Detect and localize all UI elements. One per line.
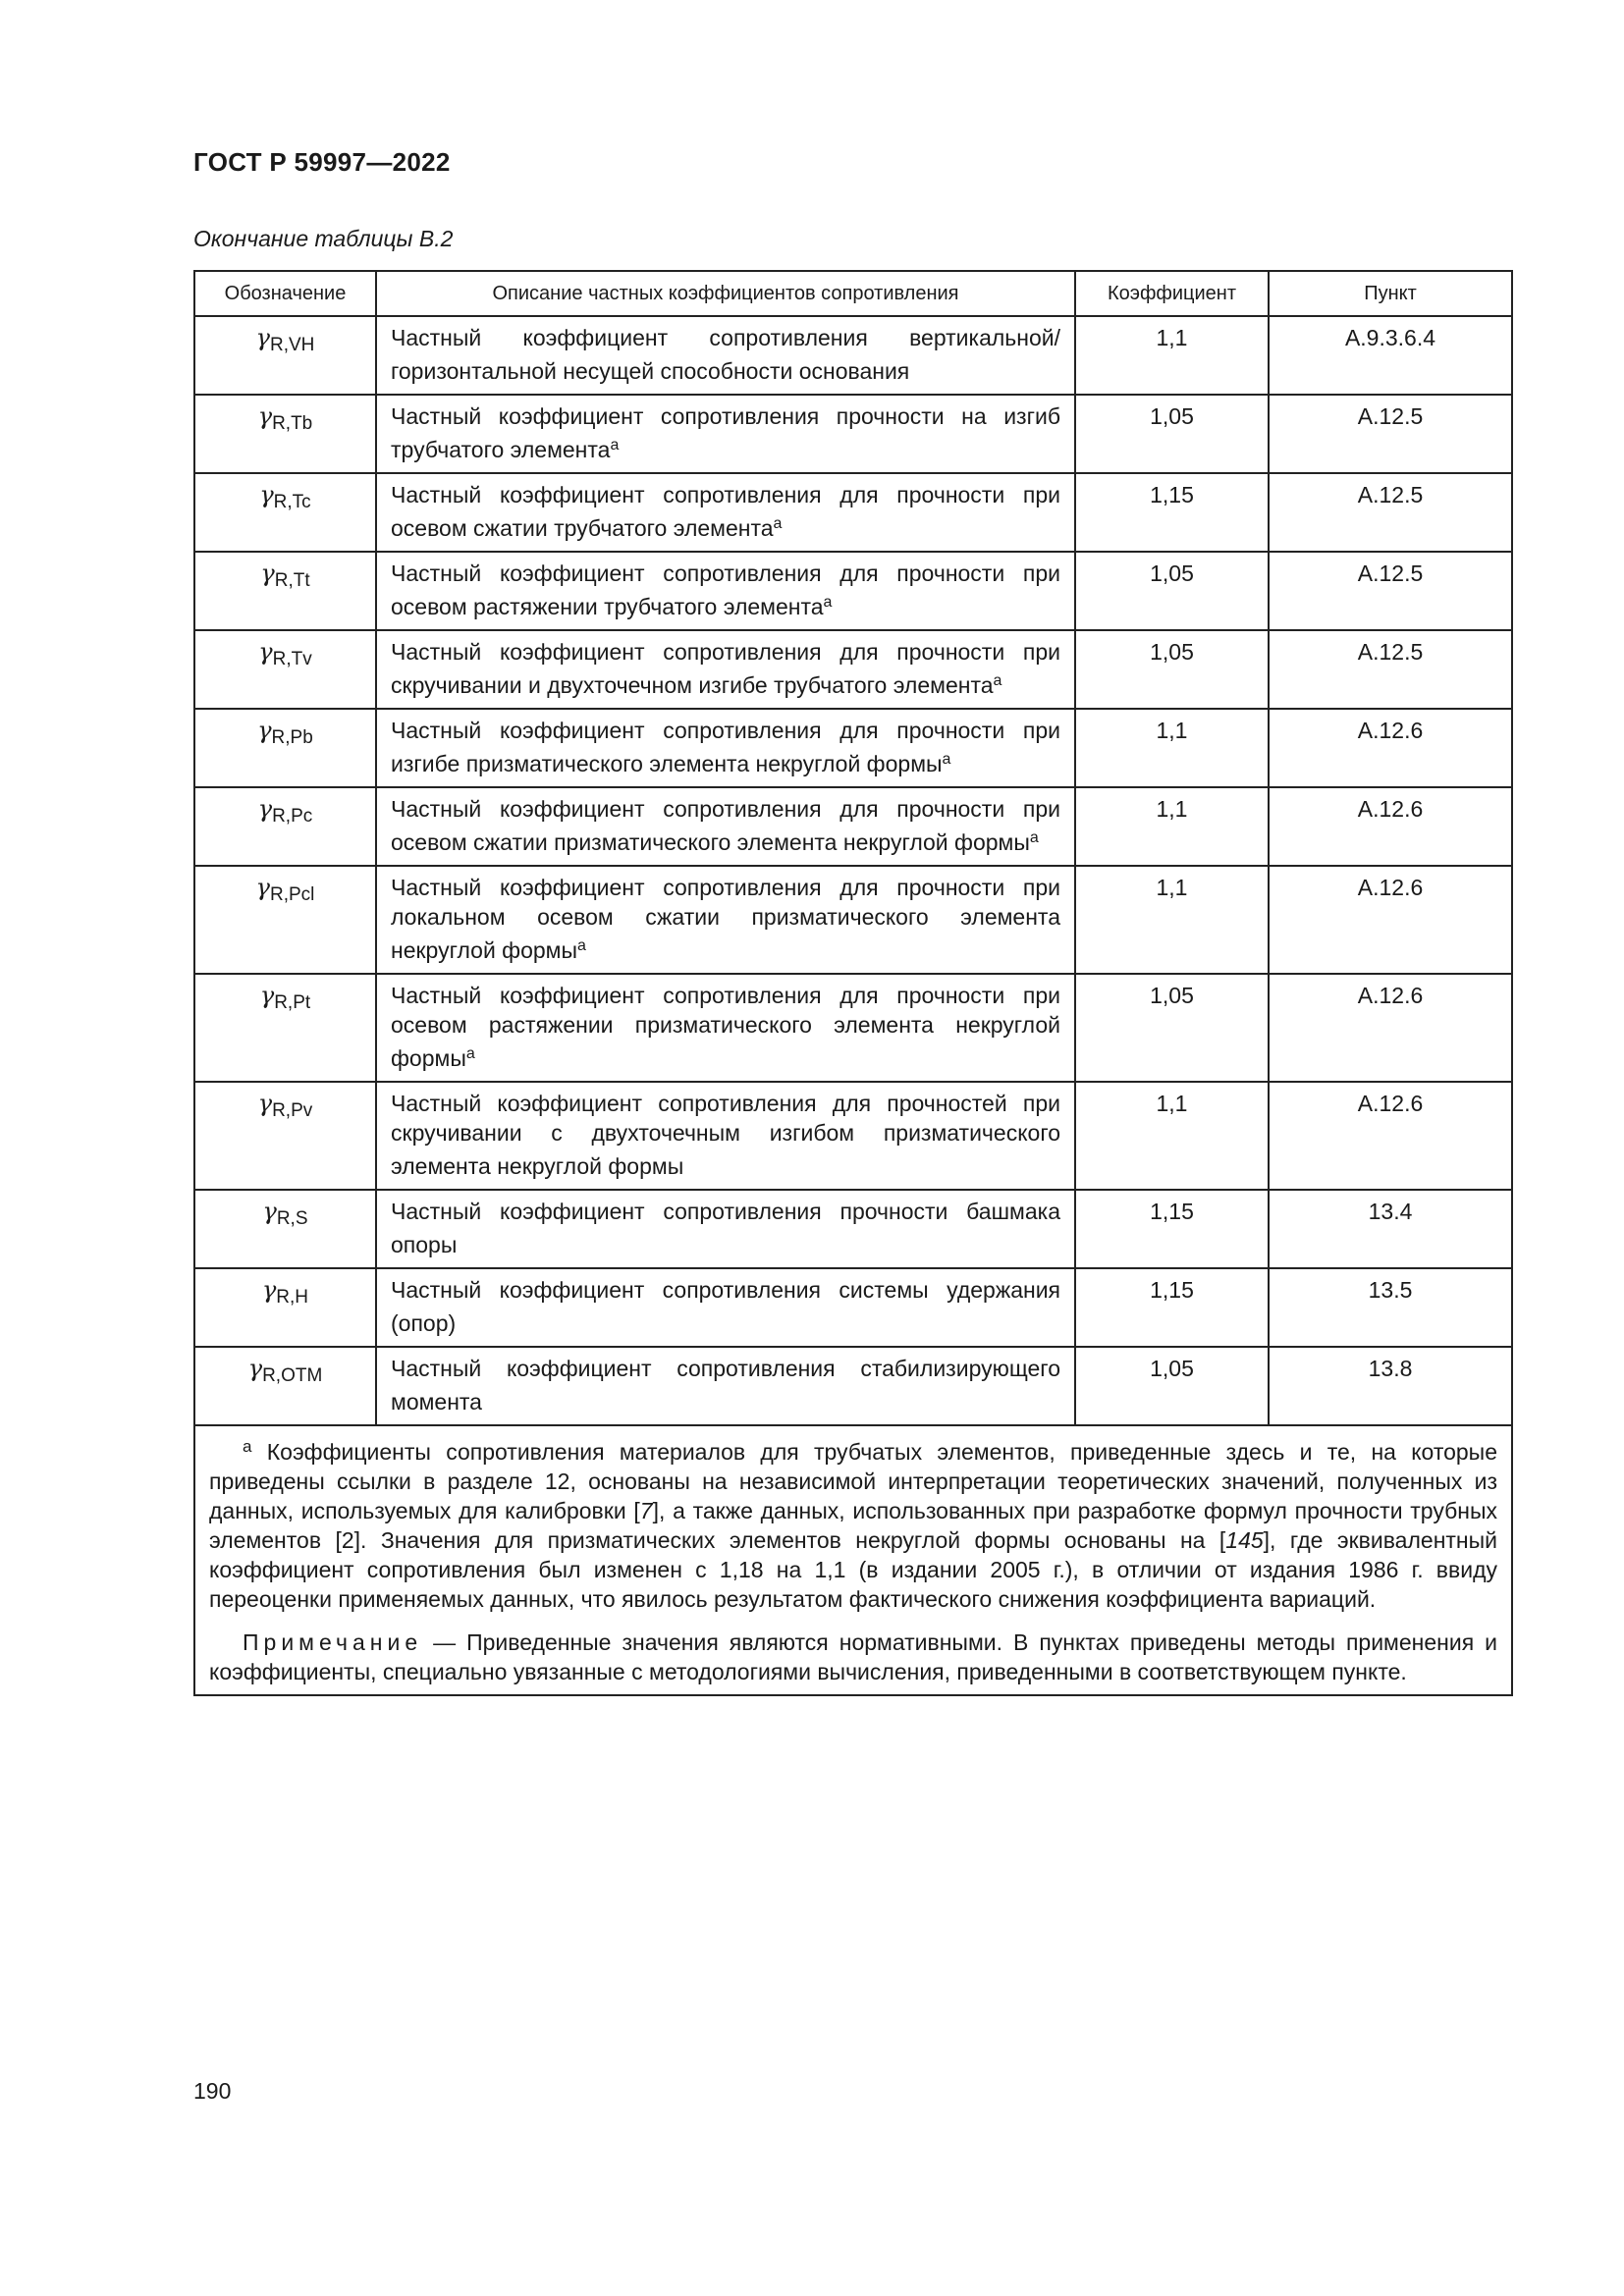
table-row — [194, 395, 1512, 473]
footnote-text-part1: Коэффициенты сопротивления материалов для трубчатых элементов, приведенные здесь и те, на которые приведены ссылки в разделе 12, основаны на независимой интерпретации теоретических значений, полученных из данных, используемых для калибровки [ — [209, 1439, 1497, 1523]
footnote-ref-marker: а — [577, 937, 586, 954]
coefficient-cell: 1,1 — [1075, 709, 1269, 787]
symbol-subscript: R,Pb — [271, 727, 313, 748]
coefficient-cell: 1,05 — [1075, 974, 1269, 1082]
description-text: Частный коэффициент сопротивления для прочности при осевом растяжении трубчатого элемента — [391, 561, 1060, 619]
gamma-symbol: γ — [261, 1276, 277, 1304]
gamma-symbol: γ — [260, 560, 275, 587]
footnote-ref-marker: а — [823, 594, 833, 611]
description-cell — [376, 787, 1075, 866]
footnote-ref-marker: а — [465, 1045, 475, 1062]
column-header-coefficient: Коэффициент — [1075, 271, 1269, 316]
description-cell — [376, 473, 1075, 552]
notes-row — [194, 1425, 1512, 1695]
description-cell — [376, 630, 1075, 709]
table-row — [194, 1347, 1512, 1425]
symbol-subscript: R,OTM — [262, 1365, 323, 1386]
coefficient-cell: 1,1 — [1075, 1082, 1269, 1190]
gamma-symbol: γ — [247, 1355, 263, 1382]
description-text: Частный коэффициент сопротивления прочности башмака опоры — [391, 1199, 1060, 1257]
symbol-subscript: R,Pc — [272, 806, 313, 827]
symbol-subscript: R,Pcl — [269, 884, 315, 905]
symbol-subscript: R,Tv — [272, 649, 312, 669]
table-row — [194, 552, 1512, 630]
symbol-cell — [194, 552, 376, 630]
coefficient-cell: 1,1 — [1075, 787, 1269, 866]
description-cell — [376, 552, 1075, 630]
coefficients-table — [193, 270, 1513, 1696]
gamma-symbol: γ — [258, 638, 273, 666]
symbol-subscript: R,H — [276, 1287, 309, 1308]
clause-cell: А.12.6 — [1269, 787, 1512, 866]
coefficient-cell: 1,1 — [1075, 316, 1269, 395]
clause-cell: А.12.6 — [1269, 1082, 1512, 1190]
gamma-symbol: γ — [255, 324, 270, 351]
symbol-subscript: R,Tc — [273, 492, 311, 512]
description-text: Частный коэффициент сопротивления для прочности при осевом сжатии трубчатого элемента — [391, 482, 1060, 541]
document-header: ГОСТ Р 59997—2022 — [193, 147, 451, 177]
footnote — [209, 1432, 1497, 1614]
symbol-cell — [194, 473, 376, 552]
coefficient-cell: 1,05 — [1075, 395, 1269, 473]
table-row — [194, 1082, 1512, 1190]
gamma-symbol: γ — [257, 717, 272, 744]
coefficient-cell: 1,05 — [1075, 552, 1269, 630]
table-body — [194, 316, 1512, 1425]
coefficient-cell: 1,05 — [1075, 1347, 1269, 1425]
clause-cell: А.12.6 — [1269, 866, 1512, 974]
table-row — [194, 974, 1512, 1082]
symbol-subscript: R,VH — [269, 335, 315, 355]
symbol-cell — [194, 787, 376, 866]
symbol-subscript: R,Tb — [272, 413, 313, 434]
description-text: Частный коэффициент сопротивления стабилизирующего момента — [391, 1356, 1060, 1415]
symbol-cell — [194, 866, 376, 974]
symbol-cell — [194, 974, 376, 1082]
gamma-symbol: γ — [257, 402, 273, 430]
description-cell — [376, 974, 1075, 1082]
table-row — [194, 630, 1512, 709]
description-text: Частный коэффициент сопротивления вертикальной/горизонтальной несущей способности основания — [391, 325, 1060, 384]
symbol-cell — [194, 630, 376, 709]
column-header-clause: Пункт — [1269, 271, 1512, 316]
table-row — [194, 787, 1512, 866]
coefficient-cell: 1,15 — [1075, 473, 1269, 552]
clause-cell: А.9.3.6.4 — [1269, 316, 1512, 395]
symbol-cell — [194, 316, 376, 395]
table-row — [194, 1190, 1512, 1268]
table-caption: Окончание таблицы В.2 — [193, 226, 454, 251]
description-text: Частный коэффициент сопротивления для прочности при изгибе призматического элемента некруглой формы — [391, 718, 1060, 776]
footnote-ref-marker: а — [993, 672, 1002, 689]
description-cell — [376, 1268, 1075, 1347]
description-text: Частный коэффициент сопротивления для прочности при осевом растяжении призматического элемента некруглой формы — [391, 983, 1060, 1071]
description-text: Частный коэффициент сопротивления для прочности при локальном осевом сжатии призматического элемента некруглой формы — [391, 875, 1060, 963]
clause-cell: 13.4 — [1269, 1190, 1512, 1268]
table-row — [194, 1268, 1512, 1347]
coefficient-cell: 1,05 — [1075, 630, 1269, 709]
gamma-symbol: γ — [257, 795, 273, 823]
clause-cell: А.12.5 — [1269, 630, 1512, 709]
gamma-symbol: γ — [257, 1090, 273, 1117]
remark — [209, 1628, 1497, 1686]
symbol-subscript: R,Tt — [274, 570, 310, 591]
description-text: Частный коэффициент сопротивления для прочности при осевом сжатии призматического элемента некруглой формы — [391, 796, 1060, 855]
description-cell — [376, 1347, 1075, 1425]
description-text: Частный коэффициент сопротивления для прочностей при скручивании с двухточечным изгибом призматического элемента некруглой формы — [391, 1091, 1060, 1179]
footnote-ref-7: 7 — [639, 1498, 653, 1523]
clause-cell: А.12.5 — [1269, 473, 1512, 552]
footnote-ref-marker: а — [942, 751, 951, 768]
symbol-cell — [194, 709, 376, 787]
footnote-marker: а — [243, 1437, 252, 1456]
description-text: Частный коэффициент сопротивления системы удержания (опор) — [391, 1277, 1060, 1336]
description-text: Частный коэффициент сопротивления для прочности при скручивании и двухточечном изгибе трубчатого элемента — [391, 639, 1060, 698]
description-cell — [376, 709, 1075, 787]
table-row — [194, 316, 1512, 395]
footnote-text-part3: ], где эквивалентный коэффициент сопротивления был изменен с 1,18 на 1,1 (в издании 2005 г.), в отличии от издания 1986 г. ввиду переоценки применяемых данных, что явилось результатом фактического снижения коэффициента вариаций. — [209, 1527, 1498, 1612]
gamma-symbol: γ — [255, 874, 270, 901]
footnote-ref-marker: а — [773, 515, 783, 532]
description-cell — [376, 1190, 1075, 1268]
table-header-row — [194, 271, 1512, 316]
gamma-symbol: γ — [259, 982, 275, 1009]
description-text: Частный коэффициент сопротивления прочности на изгиб трубчатого элемента — [391, 403, 1060, 462]
description-cell — [376, 316, 1075, 395]
footnote-ref-145: 145 — [1225, 1527, 1264, 1553]
column-header-description: Описание частных коэффициентов сопротивления — [376, 271, 1075, 316]
footnote-ref-marker: а — [1029, 829, 1039, 846]
symbol-cell — [194, 1082, 376, 1190]
description-cell — [376, 395, 1075, 473]
coefficient-cell: 1,1 — [1075, 866, 1269, 974]
symbol-cell — [194, 1268, 376, 1347]
symbol-cell — [194, 395, 376, 473]
table-row — [194, 866, 1512, 974]
clause-cell: А.12.6 — [1269, 974, 1512, 1082]
symbol-subscript: R,S — [276, 1208, 308, 1229]
coefficient-cell: 1,15 — [1075, 1190, 1269, 1268]
table-row — [194, 473, 1512, 552]
clause-cell: А.12.6 — [1269, 709, 1512, 787]
page-number: 190 — [193, 2078, 232, 2104]
notes-cell — [194, 1425, 1512, 1695]
column-header-symbol: Обозначение — [194, 271, 376, 316]
remark-label: Примечание — [243, 1629, 423, 1655]
symbol-cell — [194, 1190, 376, 1268]
clause-cell: 13.5 — [1269, 1268, 1512, 1347]
footnote-text-part2: ], а также данных, использованных при разработке формул прочности трубных элементов [2]. Значения для призматических элементов некруглой формы основаны на [ — [209, 1498, 1498, 1553]
footnote-ref-marker: а — [610, 437, 620, 454]
gamma-symbol: γ — [259, 481, 274, 508]
table-row — [194, 709, 1512, 787]
remark-text: — Приведенные значения являются нормативными. В пунктах приведены методы применения и коэффициенты, специально увязанные с методологиями вычисления, приведенными в соответствующем пункте. — [209, 1629, 1497, 1684]
description-cell — [376, 1082, 1075, 1190]
symbol-subscript: R,Pt — [274, 992, 311, 1013]
symbol-subscript: R,Pv — [272, 1100, 313, 1121]
gamma-symbol: γ — [262, 1198, 277, 1225]
clause-cell: 13.8 — [1269, 1347, 1512, 1425]
coefficient-cell: 1,15 — [1075, 1268, 1269, 1347]
symbol-cell — [194, 1347, 376, 1425]
clause-cell: А.12.5 — [1269, 552, 1512, 630]
description-cell — [376, 866, 1075, 974]
clause-cell: А.12.5 — [1269, 395, 1512, 473]
